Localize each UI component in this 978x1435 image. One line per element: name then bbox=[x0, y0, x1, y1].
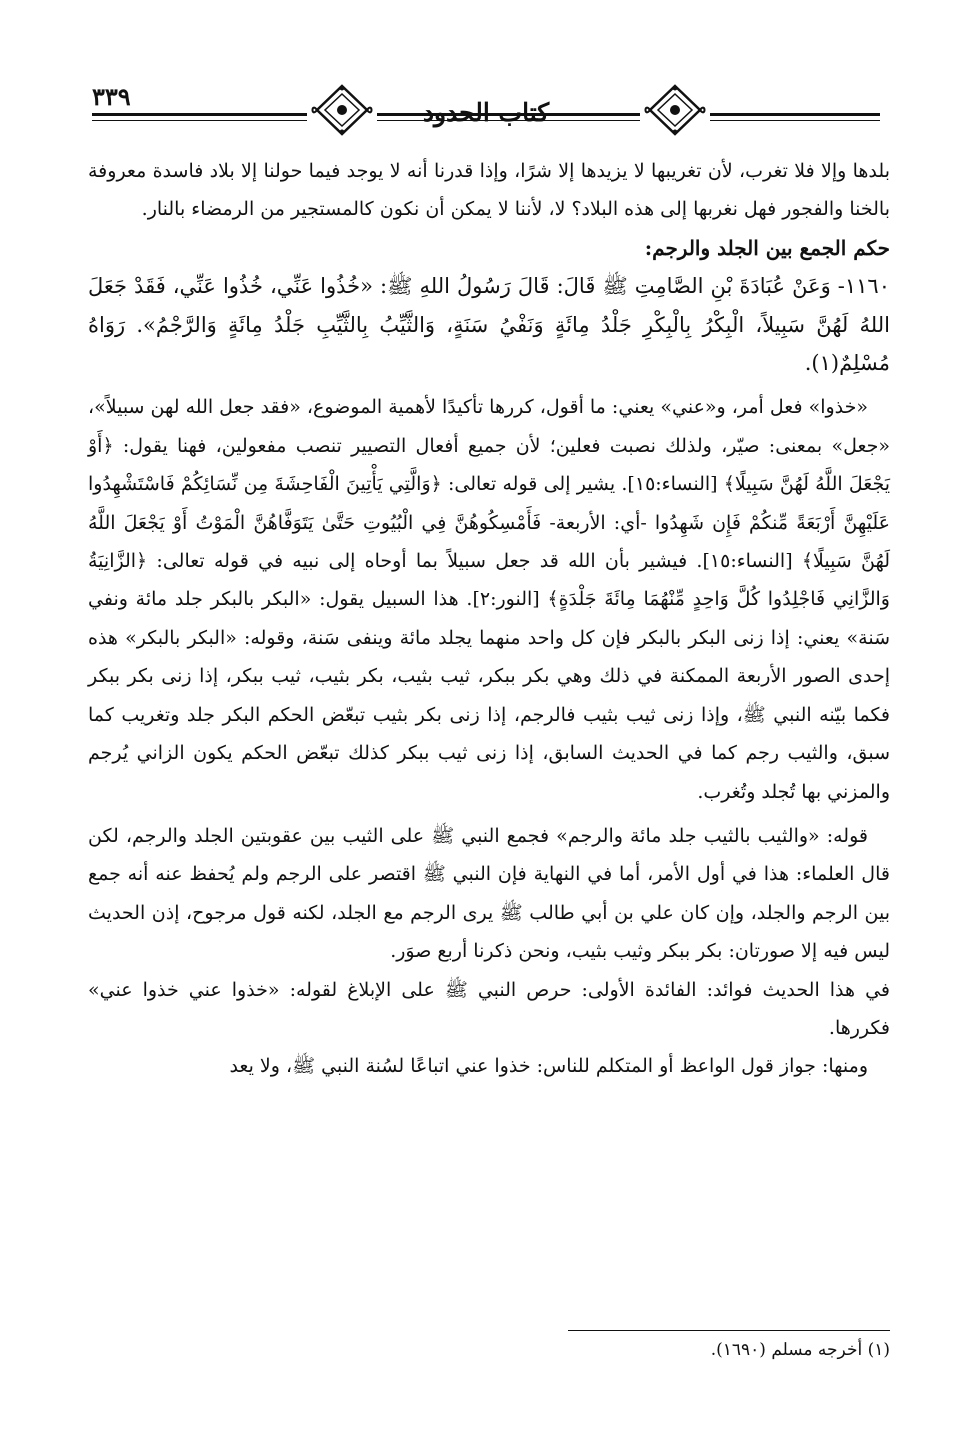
commentary-paragraph-2: قوله: «والثيب بالثيب جلد مائة والرجم» فجمع النبي ﷺ على الثيب بين عقوبتين الجلد والرجم، لكن قال العلماء: هذا في أول الأمر، أما في النهاية فإن النبي ﷺ اقتصر على الرجم ولم يُحفظ عنه أنه جمع بين الرجم والجلد، وإن كان علي بن أبي طالب ﷺ يرى الرجم مع الجلد، لكنه قول مرجوح، إذن الحديث ليس فيه إلا صورتان: بكر ببكر وثيب بثيب، ونحن ذكرنا أربع صوَر. bbox=[88, 824, 890, 963]
footnote: (١) أخرجه مسلم (١٦٩٠). bbox=[710, 1340, 890, 1360]
page-header bbox=[92, 78, 880, 148]
page-number: ٣٣٩ bbox=[92, 82, 131, 111]
page-body bbox=[88, 152, 890, 1086]
benefits-paragraph-2: ومنها: جواز قول الواعظ أو المتكلم للناس: خذوا عني اتباعًا لسُنة النبي ﷺ، ولا يعد bbox=[229, 1055, 868, 1078]
running-title: كتاب الحدود bbox=[422, 98, 550, 127]
benefits-paragraph: في هذا الحديث فوائد: الفائدة الأولى: حرص النبي ﷺ على الإبلاغ لقوله: «خذوا عني خذوا عني» فكررها. bbox=[88, 978, 890, 1039]
section-heading: حكم الجمع بين الجلد والرجم: bbox=[644, 235, 890, 260]
commentary-paragraph: «خذوا» فعل أمر، و«عني» يعني: ما أقول، كررها تأكيدًا لأهمية الموضوع، «فقد جعل الله لهن سبيلاً»، «جعل» بمعنى: صيّر، ولذلك نصبت فعلين؛ لأن جميع أفعال التصيير تنصب مفعولين، فهنا يقول: ﴿أَوْ يَجْعَلَ اللَّهُ لَهُنَّ سَبِيلًا﴾ [النساء:١٥]. يشير إلى قوله تعالى: ﴿وَالَّتِي يَأْتِينَ الْفَاحِشَةَ مِن نِّسَائِكُمْ فَاسْتَشْهِدُوا عَلَيْهِنَّ أَرْبَعَةً مِّنكُمْ فَإِن شَهِدُوا -أي: الأربعة- فَأَمْسِكُوهُنَّ فِي الْبُيُوتِ حَتَّىٰ يَتَوَفَّاهُنَّ الْمَوْتُ أَوْ يَجْعَلَ اللَّهُ لَهُنَّ سَبِيلًا﴾ [النساء:١٥]. فيشير بأن الله قد جعل سبيلاً بما أوحاه إلى نبيه في قوله تعالى: ﴿الزَّانِيَةُ وَالزَّانِي فَاجْلِدُوا كُلَّ وَاحِدٍ مِّنْهُمَا مِائَةَ جَلْدَةٍ﴾ [النور:٢]. هذا السبيل يقول: «البكر بالبكر جلد مائة ونفي سَنة» يعني: إذا زنى البكر بالبكر فإن كل واحد منهما يجلد مائة وينفى سَنة، وقوله: «البكر بالبكر» هذه إحدى الصور الأربعة الممكنة في ذلك وهي بكر ببكر، ثيب بثيب، بكر بثيب، ثيب ببكر، إذا زنى بكر ببكر فكما بيّنه النبي ﷺ، وإذا زنى ثيب بثيب فالرجم، إذا زنى بكر بثيب تبعّض الحكم البكر جلد وتغريب كما سبق، والثيب رجم كما في الحديث السابق، إذا زنى ثيب ببكر كذلك تبعّض الحكم يكون الزاني يُرجم والمزني بها تُجلد وتُغرب. bbox=[88, 396, 891, 803]
hadith-text: ١١٦٠- وَعَنْ عُبَادَةَ بْنِ الصَّامِتِ ﷺ قَالَ: قَالَ رَسُولُ اللهِ ﷺ: «خُذُوا عَنِّي، خُذُوا عَنِّي، فَقَدْ جَعَلَ اللهُ لَهُنَّ سَبِيلاً، الْبِكْرُ بِالْبِكْرِ جَلْدُ مِائَةٍ وَنَفْيُ سَنَةٍ، وَالثَّيِّبُ بِالثَّيِّبِ جَلْدُ مِائَةٍ وَالرَّجْمُ». رَوَاهُ مُسْلِمٌ(١). bbox=[88, 274, 890, 376]
paragraph-continuation: بلدها وإلا فلا تغرب، لأن تغريبها لا يزيدها إلا شرًا، وإذا قدرنا أنه لا يوجد فيما حولنا إلا بلاد فاسدة معروفة بالخنا والفجور فهل نغربها إلى هذه البلاد؟ لا، لأننا لا يمكن أن نكون كالمستجير من الرمضاء بالنار. bbox=[88, 160, 890, 221]
footnote-divider bbox=[568, 1330, 890, 1331]
